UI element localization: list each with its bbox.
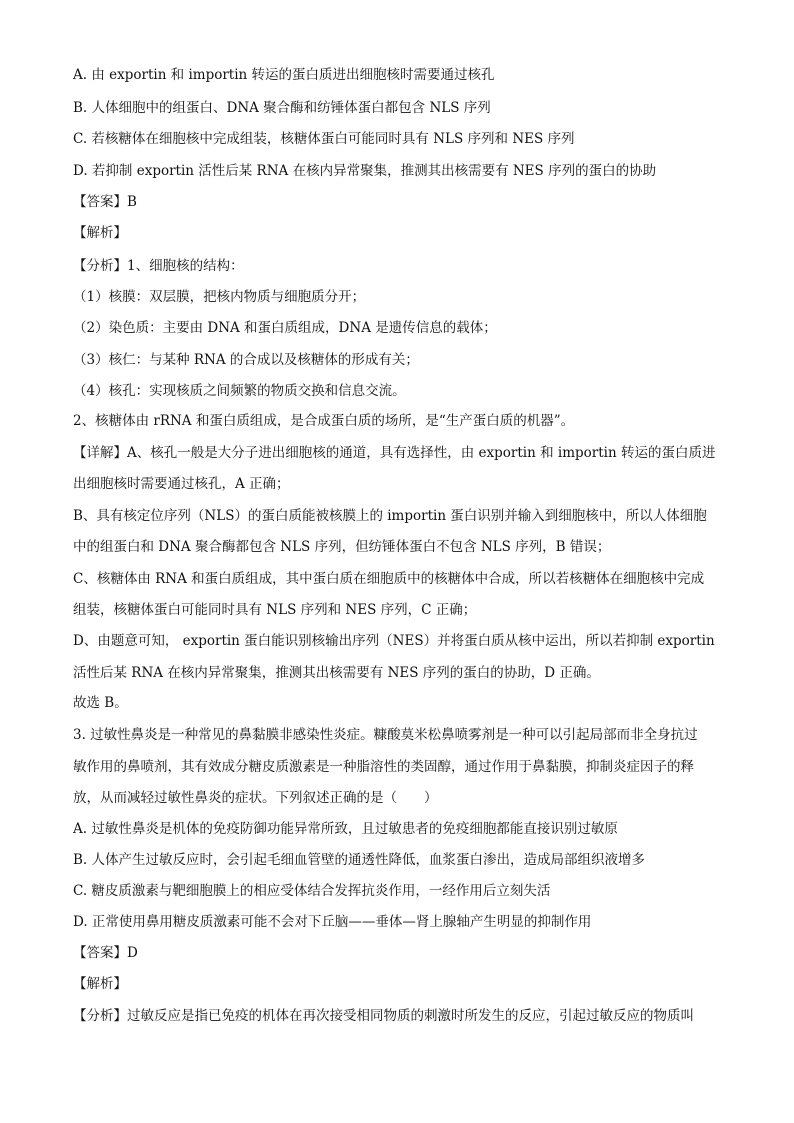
answer-line: 【答案】B	[73, 194, 137, 210]
detail-line: C、核糖体由 RNA 和蛋白质组成，其中蛋白质在细胞质中的核糖体中合成，所以若核糖体在细胞核中完成	[73, 571, 705, 587]
detail-line: D、由题意可知， exportin 蛋白能识别核输出序列（NES）并将蛋白质从核中运出，所以若抑制 exportin	[73, 633, 715, 649]
q3-analysis-line: 【分析】过敏反应是指已免疫的机体在再次接受相同物质的刺激时所发生的反应，引起过敏反应的物质叫	[73, 1008, 694, 1024]
option-b-line: B. 人体细胞中的组蛋白、DNA 聚合酶和纺锤体蛋白都包含 NLS 序列	[73, 100, 491, 116]
analysis-line: （1）核膜：双层膜，把核内物质与细胞质分开；	[73, 289, 366, 305]
conclusion-line: 故选 B。	[73, 695, 128, 711]
q3-option-d-line: D. 正常使用鼻用糖皮质激素可能不会对下丘脑——垂体—肾上腺轴产生明显的抑制作用	[73, 914, 592, 930]
detail-line: B、具有核定位序列（NLS）的蛋白质能被核膜上的 importin 蛋白识别并输入到细胞核中，所以人体细胞	[73, 508, 707, 524]
question-3-line: 3. 过敏性鼻炎是一种常见的鼻黏膜非感染性炎症。糠酸莫米松鼻喷雾剂是一种可以引起局部而非全身抗过	[73, 727, 698, 743]
option-a-line: A. 由 exportin 和 importin 转运的蛋白质进出细胞核时需要通过核孔	[73, 67, 495, 83]
q3-option-b-line: B. 人体产生过敏反应时，会引起毛细血管壁的通透性降低，血浆蛋白渗出，造成局部组织液增多	[73, 852, 646, 868]
detail-line: 活性后某 RNA 在核内异常聚集，推测其出核需要有 NES 序列的蛋白的协助，D 正确。	[73, 665, 600, 681]
analysis-line: （4）核孔：实现核质之间频繁的物质交换和信息交流。	[73, 383, 406, 399]
question-3-line: 放，从而减轻过敏性鼻炎的症状。下列叙述正确的是（ ）	[73, 790, 438, 806]
detail-line: 出细胞核时需要通过核孔，A 正确；	[73, 476, 290, 492]
q3-option-a-line: A. 过敏性鼻炎是机体的免疫防御功能异常所致，且过敏患者的免疫细胞都能直接识别过敏原	[73, 821, 618, 837]
question-3-line: 敏作用的鼻喷剂，其有效成分糖皮质激素是一种脂溶性的类固醇，通过作用于鼻黏膜，抑制炎症因子的释	[73, 759, 694, 775]
detail-line: 组装，核糖体蛋白可能同时具有 NLS 序列和 NES 序列，C 正确；	[73, 602, 477, 618]
analysis-line: 2、核糖体由 rRNA 和蛋白质组成，是合成蛋白质的场所，是“生产蛋白质的机器”。	[73, 413, 575, 429]
detail-line: 【详解】A、核孔一般是大分子进出细胞核的通道，具有选择性，由 exportin 和 importin 转运的蛋白质进	[73, 445, 716, 461]
analysis-heading: 【解析】	[73, 225, 127, 241]
analysis-line: 【分析】1、细胞核的结构：	[73, 258, 244, 274]
analysis-line: （2）染色质：主要由 DNA 和蛋白质组成，DNA 是遗传信息的载体；	[73, 320, 497, 336]
q3-answer-line: 【答案】D	[73, 945, 138, 961]
q3-analysis-heading: 【解析】	[73, 976, 127, 992]
option-c-line: C. 若核糖体在细胞核中完成组装，核糖体蛋白可能同时具有 NLS 序列和 NES 序列	[73, 131, 575, 147]
option-d-line: D. 若抑制 exportin 活性后某 RNA 在核内异常聚集，推测其出核需要有 NES 序列的蛋白的协助	[73, 163, 657, 179]
detail-line: 中的组蛋白和 DNA 聚合酶都包含 NLS 序列，但纺锤体蛋白不包含 NLS 序列，B 错误；	[73, 539, 611, 555]
analysis-line: （3）核仁：与某种 RNA 的合成以及核糖体的形成有关；	[73, 352, 419, 368]
q3-option-c-line: C. 糖皮质激素与靶细胞膜上的相应受体结合发挥抗炎作用，一经作用后立刻失活	[73, 883, 551, 899]
